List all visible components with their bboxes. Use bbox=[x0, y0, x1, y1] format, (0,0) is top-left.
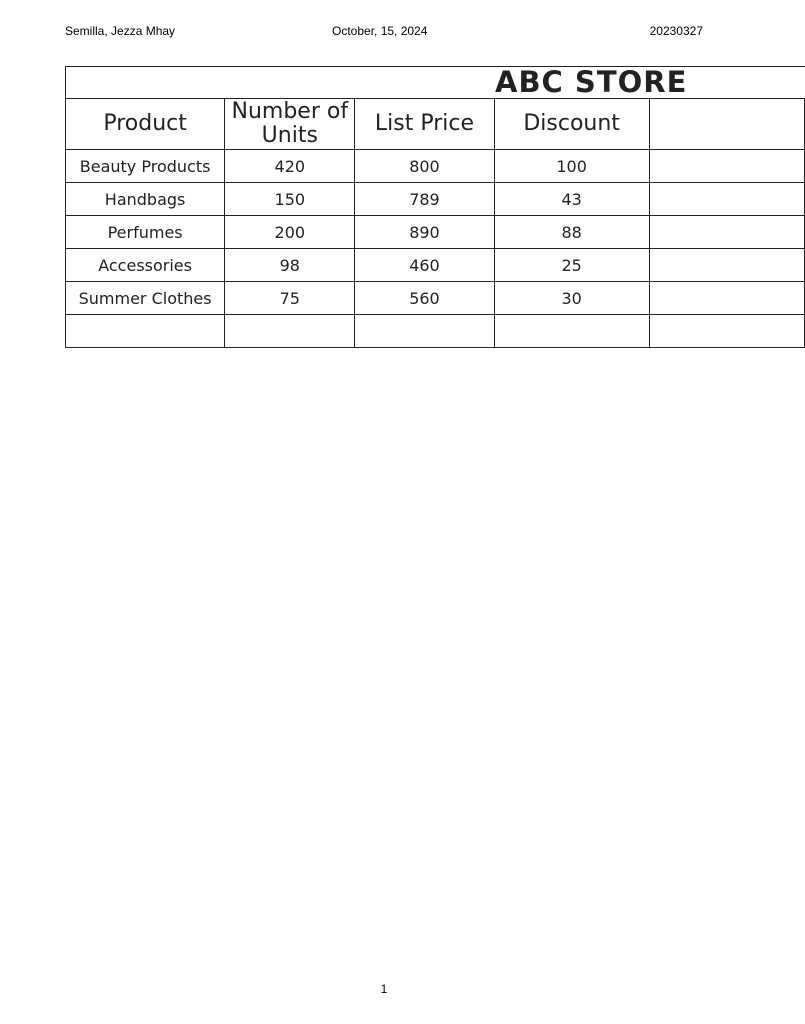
cell-product[interactable]: Summer Clothes bbox=[66, 282, 225, 315]
cell-units[interactable]: 98 bbox=[225, 249, 355, 282]
cell-list-price[interactable]: 460 bbox=[355, 249, 494, 282]
cell-discount[interactable]: 100 bbox=[494, 150, 649, 183]
column-header-row bbox=[66, 99, 805, 150]
table-row bbox=[66, 150, 805, 183]
table-row bbox=[66, 183, 805, 216]
column-header-product[interactable]: Product bbox=[66, 99, 225, 150]
cell-product[interactable]: Perfumes bbox=[66, 216, 225, 249]
spreadsheet-print-area bbox=[65, 65, 688, 348]
header-student-id: 20230327 bbox=[649, 24, 703, 38]
store-title: ABC STORE bbox=[495, 65, 688, 99]
cell-discount[interactable]: 43 bbox=[494, 183, 649, 216]
store-table bbox=[65, 66, 805, 348]
empty-cell[interactable] bbox=[66, 315, 225, 348]
cell-discount[interactable]: 30 bbox=[494, 282, 649, 315]
cell-list-price[interactable]: 789 bbox=[355, 183, 494, 216]
header-author-name: Semilla, Jezza Mhay bbox=[65, 24, 176, 38]
column-header-discount[interactable]: Discount bbox=[494, 99, 649, 150]
cell-extra[interactable] bbox=[649, 150, 804, 183]
cell-units[interactable]: 420 bbox=[225, 150, 355, 183]
cell-extra[interactable] bbox=[649, 216, 804, 249]
column-header-list-price[interactable]: List Price bbox=[355, 99, 494, 150]
cell-product[interactable]: Accessories bbox=[66, 249, 225, 282]
empty-cell[interactable] bbox=[649, 315, 804, 348]
column-header-extra[interactable] bbox=[649, 99, 804, 150]
cell-list-price[interactable]: 800 bbox=[355, 150, 494, 183]
header-date: October, 15, 2024 bbox=[332, 24, 428, 38]
cell-extra[interactable] bbox=[649, 249, 804, 282]
cell-discount[interactable]: 25 bbox=[494, 249, 649, 282]
title-row bbox=[66, 67, 805, 99]
cell-units[interactable]: 150 bbox=[225, 183, 355, 216]
title-cell[interactable] bbox=[66, 67, 805, 99]
cell-units[interactable]: 75 bbox=[225, 282, 355, 315]
cell-product[interactable]: Handbags bbox=[66, 183, 225, 216]
cell-extra[interactable] bbox=[649, 282, 804, 315]
cell-product[interactable]: Beauty Products bbox=[66, 150, 225, 183]
cell-list-price[interactable]: 890 bbox=[355, 216, 494, 249]
cell-discount[interactable]: 88 bbox=[494, 216, 649, 249]
table-row bbox=[66, 282, 805, 315]
cell-units[interactable]: 200 bbox=[225, 216, 355, 249]
table-row bbox=[66, 249, 805, 282]
empty-table-row bbox=[66, 315, 805, 348]
empty-cell[interactable] bbox=[225, 315, 355, 348]
page-number: 1 bbox=[380, 982, 388, 996]
cell-extra[interactable] bbox=[649, 183, 804, 216]
empty-cell[interactable] bbox=[494, 315, 649, 348]
table-row bbox=[66, 216, 805, 249]
cell-list-price[interactable]: 560 bbox=[355, 282, 494, 315]
empty-cell[interactable] bbox=[355, 315, 494, 348]
column-header-number-of-units[interactable]: Number of Units bbox=[225, 99, 355, 150]
page-header bbox=[65, 24, 703, 40]
